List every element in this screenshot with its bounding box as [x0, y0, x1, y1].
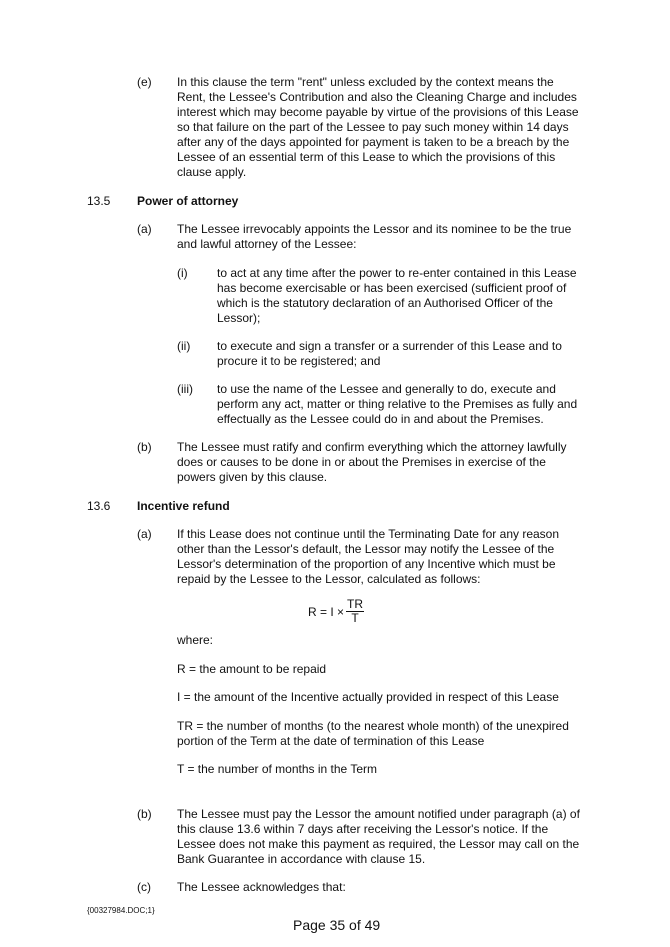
subclause-label: (iii) [177, 382, 193, 396]
clause-label: (a) [137, 222, 152, 236]
definition: I = the amount of the Incentive actually provided in respect of this Lease [177, 690, 559, 704]
clause-text: If this Lease does not continue until the Terminating Date for any reason other than the Lessor's default, the Lessor may notify the Lessee of the Lessor's determination of the proportion of any Incentive which must be repaid by the Lessee to the Lessor, calculated as follows: [177, 527, 560, 586]
formula-denominator: T [351, 611, 359, 625]
where-label: where: [177, 633, 214, 647]
document-id: {00327984.DOC;1} [87, 906, 155, 915]
formula-lhs: R = I × [308, 604, 345, 619]
formula [308, 598, 364, 625]
clause-text: In this clause the term "rent" unless excluded by the context means the Rent, the Lessee's Contribution and also the Cleaning Charge and includes interest which may become payable by virtue of the provisions of this Lease so that failure on the part of the Lessee to pay such money within 14 days after any of the days appointed for payment is taken to be a breach by the Lessee of an essential term of this Lease to which the provisions of this clause apply. [177, 75, 579, 179]
section-number: 13.5 [87, 194, 111, 208]
subclause-text: to act at any time after the power to re-enter contained in this Lease has become exercisable or has been exercised (sufficient proof of which is the statutory declaration of an Authorised Officer of the Lessor); [217, 266, 577, 325]
clause-text: The Lessee must pay the Lessor the amount notified under paragraph (a) of this clause 13.6 within 7 days after receiving the Lessor's notice. If the Lessee does not make this payment as required, the Lessor may call on the Bank Guarantee in accordance with clause 15. [177, 807, 580, 866]
clause-label: (e) [137, 75, 152, 89]
section-heading: Incentive refund [137, 499, 230, 513]
clause-label: (a) [137, 527, 152, 541]
clause-label: (b) [137, 807, 152, 821]
clause-text: The Lessee acknowledges that: [177, 880, 346, 894]
subclause-label: (i) [177, 266, 188, 280]
definition: TR = the number of months (to the nearest whole month) of the unexpired portion of the Term at the date of termination of this Lease [177, 719, 569, 748]
clause-label: (c) [137, 880, 151, 894]
clause-text: The Lessee must ratify and confirm everything which the attorney lawfully does or causes to be done in or about the Premises in exercise of the powers given by this clause. [177, 440, 567, 484]
subclause-text: to use the name of the Lessee and generally to do, execute and perform any act, matter or thing relative to the Premises as fully and effectually as the Lessee could do in and about the Premises. [217, 382, 578, 426]
formula-numerator: TR [347, 597, 364, 611]
definition: R = the amount to be repaid [177, 662, 327, 676]
clause-text: The Lessee irrevocably appoints the Lessor and its nominee to be the true and lawful attorney of the Lessee: [177, 222, 572, 251]
subclause-label: (ii) [177, 339, 191, 353]
subclause-text: to execute and sign a transfer or a surrender of this Lease and to procure it to be registered; and [217, 339, 562, 368]
formula-fraction [346, 598, 364, 625]
page-number: Page 35 of 49 [293, 917, 381, 933]
section-number: 13.6 [87, 499, 111, 513]
clause-label: (b) [137, 440, 152, 454]
section-heading: Power of attorney [137, 194, 239, 208]
definition: T = the number of months in the Term [177, 762, 377, 776]
